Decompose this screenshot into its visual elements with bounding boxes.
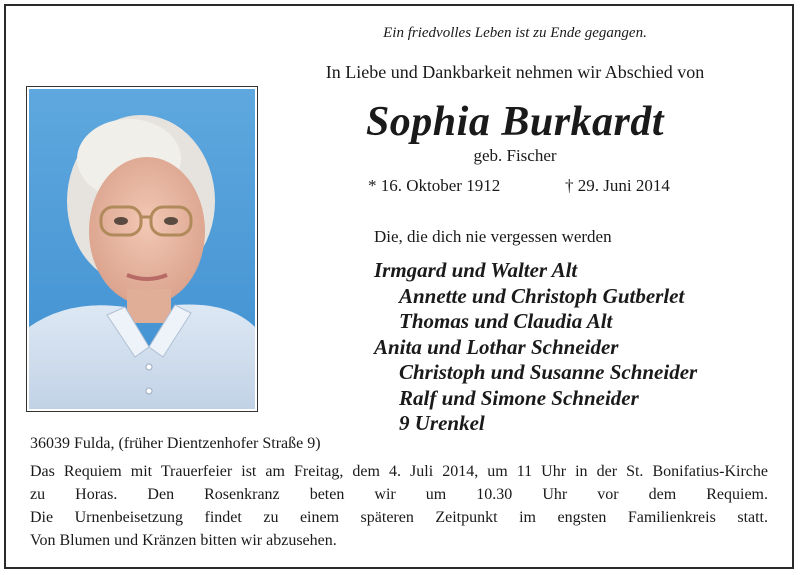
mourner-entry: Thomas und Claudia Alt bbox=[399, 309, 613, 333]
mourners-intro: Die, die dich nie vergessen werden bbox=[374, 227, 612, 246]
motto: Ein friedvolles Leben ist zu Ende gegangen. bbox=[383, 25, 647, 41]
death-date: † 29. Juni 2014 bbox=[565, 176, 670, 195]
mourners-list bbox=[374, 258, 697, 437]
mourner-entry: 9 Urenkel bbox=[399, 411, 485, 435]
birth-date: * 16. Oktober 1912 bbox=[368, 176, 501, 195]
notice-line: Das Requiem mit Trauerfeier ist am Freitag, dem 4. Juli 2014, um 11 Uhr in der St. Bonifatius-Kirche bbox=[30, 463, 768, 480]
mourner-entry: Anita und Lothar Schneider bbox=[374, 334, 619, 359]
intro-line: In Liebe und Dankbarkeit nehmen wir Abschied von bbox=[325, 62, 705, 82]
portrait-image bbox=[29, 89, 255, 409]
mourner-entry: Annette und Christoph Gutberlet bbox=[399, 283, 685, 308]
maiden-name: geb. Fischer bbox=[473, 146, 557, 165]
service-notice bbox=[30, 460, 768, 552]
notice-line: zu Horas. Den Rosenkranz beten wir um 10.30 Uhr vor dem Requiem. bbox=[30, 486, 768, 503]
mourner-entry: Irmgard und Walter Alt bbox=[374, 258, 578, 282]
mourner-entry: Ralf und Simone Schneider bbox=[399, 385, 639, 410]
mourner-entry: Christoph und Susanne Schneider bbox=[399, 360, 698, 384]
portrait-photo bbox=[26, 86, 258, 412]
deceased-name: Sophia Burkardt bbox=[365, 99, 665, 145]
notice-line: Die Urnenbeisetzung findet zu einem späteren Zeitpunkt im engsten Familienkreis statt. bbox=[30, 509, 768, 526]
notice-line: Von Blumen und Kränzen bitten wir abzusehen. bbox=[30, 532, 337, 549]
address-line: 36039 Fulda, (früher Dientzenhofer Straße 9) bbox=[30, 435, 321, 452]
